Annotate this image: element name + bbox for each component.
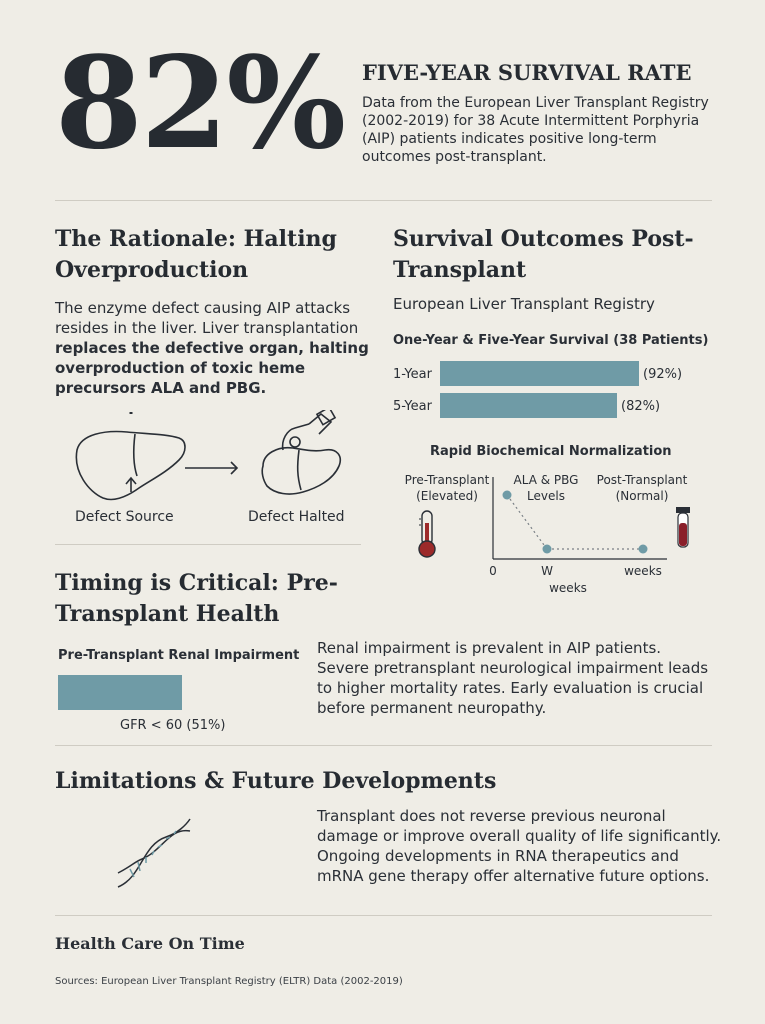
- hero-title: FIVE-YEAR SURVIVAL RATE: [362, 60, 692, 85]
- survival-chart-title: One-Year & Five-Year Survival (38 Patients): [393, 333, 709, 348]
- series-label: ALA & PBG: [513, 473, 579, 487]
- hero-description: Data from the European Liver Transplant Registry (2002-2019) for 38 Acute Intermittent Porphyria (AIP) patients indicates positive long-term outcomes post-transplant.: [362, 95, 709, 165]
- point-elevated: [503, 491, 512, 500]
- divider: [55, 915, 712, 916]
- x-axis-label: weeks: [549, 581, 587, 595]
- diagram-caption-right: Defect Halted: [248, 509, 345, 525]
- hero-stat: 82%: [55, 29, 345, 177]
- post-transplant-label: Post-Transplant: [596, 473, 688, 487]
- series-sublabel: Levels: [527, 489, 565, 503]
- liver-with-hand-icon: [262, 410, 340, 494]
- bar-label-5-year: 5-Year: [393, 399, 432, 414]
- survival-bar-5-year: [440, 393, 617, 418]
- renal-impairment-bar: [58, 675, 182, 710]
- rationale-heading: The Rationale: Halting Overproduction: [55, 226, 337, 283]
- liver-icon: [76, 412, 185, 500]
- rationale-body-text: The enzyme defect causing AIP attacks resides in the liver. Liver transplantation: [55, 299, 359, 337]
- sources-note: Sources: European Liver Transplant Registry (ELTR) Data (2002-2019): [55, 976, 403, 987]
- brand-name: Health Care On Time: [55, 934, 245, 953]
- bar-value-5-year: (82%): [621, 399, 661, 414]
- biochem-title: Rapid Biochemical Normalization: [430, 444, 672, 459]
- timing-heading: Timing is Critical: Pre-Transplant Health: [55, 570, 338, 627]
- limits-heading: Limitations & Future Developments: [55, 768, 497, 794]
- divider: [55, 544, 361, 545]
- x-tick-1: W: [541, 564, 553, 578]
- point-normalized: [543, 545, 552, 554]
- thermometer-icon: [419, 511, 435, 557]
- pre-transplant-label: Pre-Transplant: [404, 473, 490, 487]
- diagram-caption-left: Defect Source: [75, 509, 174, 525]
- timing-body: Renal impairment is prevalent in AIP patients. Severe pretransplant neurological impairment leads to higher mortality rates. Early evaluation is crucial before permanent neuropathy.: [317, 639, 709, 717]
- renal-chart-title: Pre-Transplant Renal Impairment: [58, 648, 300, 663]
- dna-icon: [112, 815, 196, 893]
- point-sustained: [639, 545, 648, 554]
- divider: [55, 745, 712, 746]
- limits-body: Transplant does not reverse previous neuronal damage or improve overall quality of life significantly. Ongoing developments in RNA therapeutics and mRNA gene therapy offer alternative future options.: [317, 807, 722, 885]
- bar-value-1-year: (92%): [643, 367, 683, 382]
- divider: [55, 200, 712, 201]
- pre-transplant-sublabel: (Elevated): [416, 489, 478, 503]
- renal-bar-label: GFR < 60 (51%): [120, 718, 226, 733]
- x-tick-2: weeks: [624, 564, 662, 578]
- survival-heading: Survival Outcomes Post-Transplant: [393, 226, 694, 283]
- rationale-body: [55, 298, 375, 398]
- post-transplant-sublabel: (Normal): [615, 489, 669, 503]
- drop-line: [507, 495, 547, 549]
- bar-label-1-year: 1-Year: [393, 367, 432, 382]
- arrow-right-icon: [185, 462, 237, 474]
- x-tick-0: 0: [489, 564, 497, 578]
- survival-bar-1-year: [440, 361, 639, 386]
- blood-vial-icon: [676, 507, 690, 547]
- liver-diagram: [55, 410, 365, 530]
- biochem-chart: [393, 465, 713, 597]
- survival-subtitle: European Liver Transplant Registry: [393, 295, 655, 313]
- rationale-body-emphasis: replaces the defective organ, halting overproduction of toxic heme precursors ALA and PBG.: [55, 339, 369, 397]
